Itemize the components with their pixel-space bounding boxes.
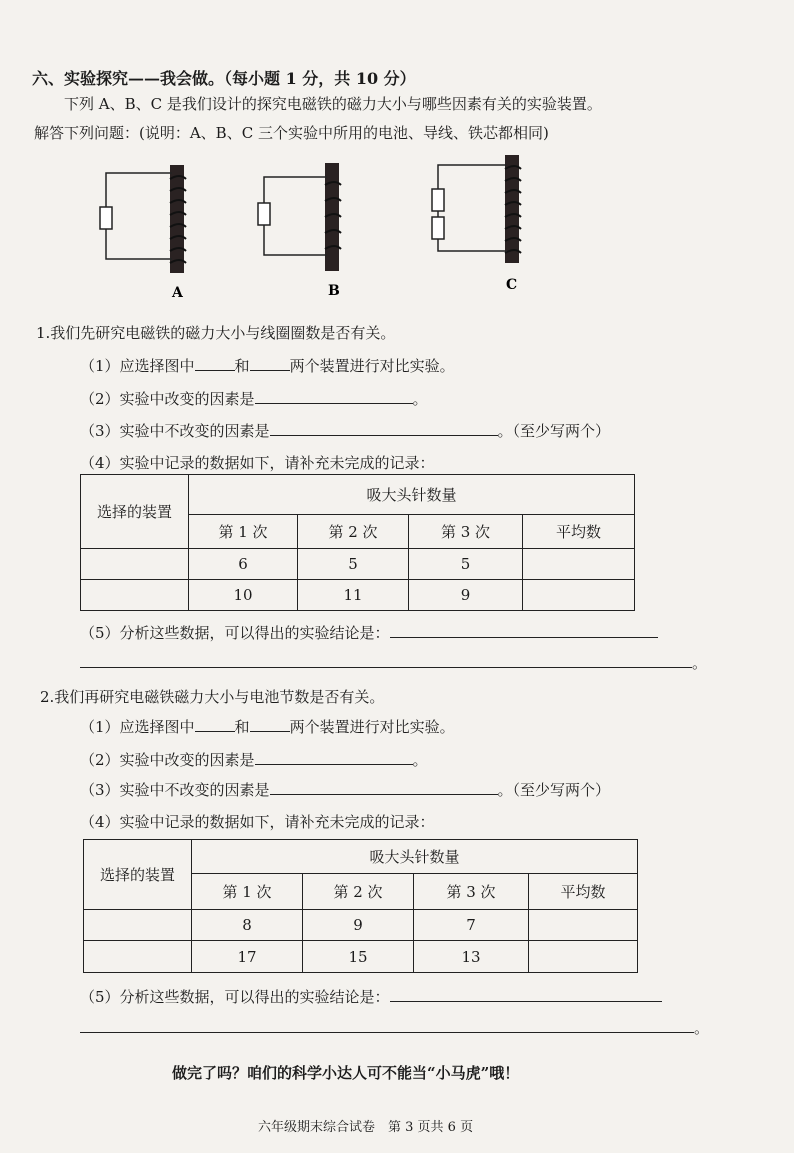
q2-part1: （1）应选择图中 和 两个装置进行对比实验。: [80, 718, 455, 736]
q1-part5-cont: 。: [80, 652, 707, 673]
q2-part3: （3）实验中不改变的因素是 。（至少写两个）: [80, 781, 611, 799]
q2-r2-device[interactable]: [84, 941, 192, 973]
q1-part2: （2）实验中改变的因素是 。: [80, 390, 428, 408]
q1-col-1: 第 1 次: [189, 515, 298, 549]
diagram-label-c: C: [506, 277, 518, 293]
q2-r2-avg[interactable]: [529, 941, 638, 973]
q1-col-2: 第 2 次: [298, 515, 409, 549]
q2-r1-avg[interactable]: [529, 910, 638, 941]
q2-r2-c2: 15: [303, 941, 414, 973]
q2-part2: （2）实验中改变的因素是 。: [80, 751, 428, 769]
q1-header-group: 吸大头针数量: [189, 475, 635, 515]
section-title: 六、实验探究——我会做。（每小题 1 分，共 10 分）: [32, 69, 416, 88]
q1-part1: （1）应选择图中 和 两个装置进行对比实验。: [80, 357, 455, 375]
q1-blank-conclusion-2[interactable]: [80, 653, 692, 668]
diagram-label-b: B: [328, 283, 340, 299]
q1-part4: （4）实验中记录的数据如下，请补充未完成的记录：: [80, 454, 435, 472]
q1-blank-unchanged-factors[interactable]: [270, 421, 498, 436]
q1-col-3: 第 3 次: [409, 515, 523, 549]
q1-blank-device-1[interactable]: [195, 356, 235, 371]
diagram-label-a: A: [172, 285, 183, 301]
q1-header-device: 选择的装置: [81, 475, 189, 549]
intro-line-1: 下列 A、B、C 是我们设计的探究电磁铁的磁力大小与哪些因素有关的实验装置。: [64, 95, 602, 113]
q2-r1-c3: 7: [414, 910, 529, 941]
table-row: [84, 910, 638, 941]
electromagnet-diagrams: [90, 155, 550, 305]
q1-blank-changed-factor[interactable]: [255, 389, 413, 404]
q2-blank-unchanged-factors[interactable]: [270, 780, 498, 795]
q2-r1-device[interactable]: [84, 910, 192, 941]
intro-line-2: 解答下列问题：(说明：A、B、C 三个实验中所用的电池、导线、铁芯都相同): [34, 124, 549, 142]
q2-blank-conclusion-2[interactable]: [80, 1018, 694, 1033]
diagram-a: [100, 165, 186, 301]
q1-r1-avg[interactable]: [523, 549, 635, 580]
q2-blank-changed-factor[interactable]: [255, 750, 413, 765]
q2-header-group: 吸大头针数量: [192, 840, 638, 874]
q2-blank-device-2[interactable]: [250, 717, 290, 732]
q1-col-avg: 平均数: [523, 515, 635, 549]
q2-r2-c1: 17: [192, 941, 303, 973]
q1-r2-c2: 11: [298, 580, 409, 611]
q1-r1-c2: 5: [298, 549, 409, 580]
table-row: [84, 941, 638, 973]
q1-r2-device[interactable]: [81, 580, 189, 611]
q1-r2-avg[interactable]: [523, 580, 635, 611]
q2-col-avg: 平均数: [529, 874, 638, 910]
q2-title: 2.我们再研究电磁铁磁力大小与电池节数是否有关。: [40, 688, 385, 706]
q2-col-3: 第 3 次: [414, 874, 529, 910]
q2-r2-c3: 13: [414, 941, 529, 973]
closing-remark: 做完了吗？咱们的科学小达人可不能当“小马虎”哦！: [172, 1064, 520, 1082]
q1-title: 1.我们先研究电磁铁的磁力大小与线圈圈数是否有关。: [36, 324, 396, 342]
q2-blank-conclusion-1[interactable]: [390, 987, 662, 1002]
q2-r1-c2: 9: [303, 910, 414, 941]
q2-part4: （4）实验中记录的数据如下，请补充未完成的记录：: [80, 813, 435, 831]
q1-r2-c1: 10: [189, 580, 298, 611]
q1-r1-c3: 5: [409, 549, 523, 580]
diagram-b: [258, 163, 341, 299]
q2-r1-c1: 8: [192, 910, 303, 941]
q2-part5-cont: 。: [80, 1017, 709, 1038]
q1-r2-c3: 9: [409, 580, 523, 611]
q1-part3: （3）实验中不改变的因素是 。（至少写两个）: [80, 422, 611, 440]
diagram-c: [432, 155, 521, 293]
q1-r1-device[interactable]: [81, 549, 189, 580]
page-footer: 六年级期末综合试卷 第 3 页共 6 页: [258, 1120, 474, 1135]
table-row: [81, 549, 635, 580]
q1-blank-conclusion-1[interactable]: [390, 623, 658, 638]
q1-part5: （5）分析这些数据，可以得出的实验结论是：: [80, 622, 658, 643]
q2-header-device: 选择的装置: [84, 840, 192, 910]
q1-data-table: [80, 474, 635, 611]
q2-data-table: [83, 839, 638, 973]
q2-part5: （5）分析这些数据，可以得出的实验结论是：: [80, 986, 662, 1007]
q2-col-2: 第 2 次: [303, 874, 414, 910]
table-row: [81, 580, 635, 611]
q1-r1-c1: 6: [189, 549, 298, 580]
q2-col-1: 第 1 次: [192, 874, 303, 910]
q2-blank-device-1[interactable]: [195, 717, 235, 732]
q1-blank-device-2[interactable]: [250, 356, 290, 371]
